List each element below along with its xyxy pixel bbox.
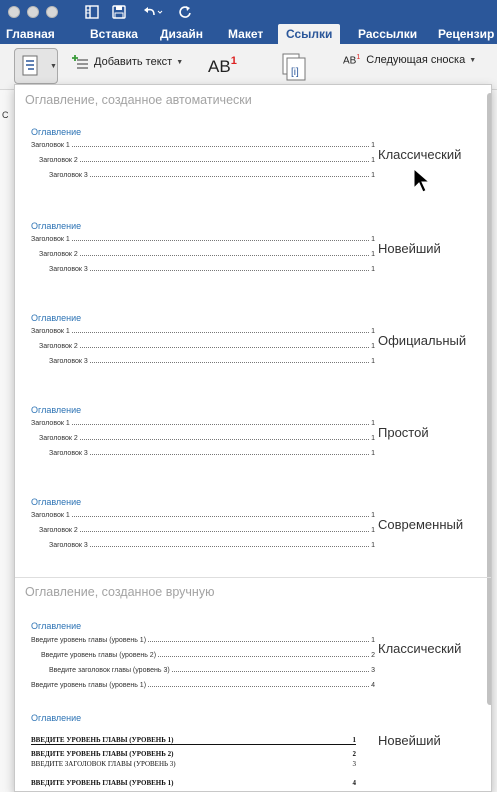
add-text-icon: [72, 54, 90, 70]
toc-style-name: Новейший: [378, 241, 441, 256]
toc-style-name: Простой: [378, 425, 429, 440]
tab-design[interactable]: Дизайн: [160, 27, 204, 41]
endnote-icon: [281, 52, 311, 82]
tab-review[interactable]: Рецензир: [438, 27, 495, 41]
toc-preview-line: Введите уровень главы (уровень 2) 2: [41, 652, 375, 659]
table-of-contents-icon: [22, 55, 40, 77]
footnote-superscript: 1: [230, 55, 237, 67]
toc-preview-line: Заголовок 1 1: [31, 512, 375, 519]
toc-style-name: Классический: [378, 147, 462, 162]
next-footnote-icon: [343, 54, 360, 66]
toc-gallery-item-classic[interactable]: [15, 121, 485, 207]
toc-preview-line: ВВЕДИТЕ УРОВЕНЬ ГЛАВЫ (УРОВЕНЬ 1) 4: [31, 779, 356, 787]
auto-toc-section-title: Оглавление, созданное автоматически: [25, 93, 252, 107]
next-footnote-button[interactable]: [343, 54, 476, 66]
ribbon-tabs: [0, 24, 497, 44]
toc-gallery-item-manual-classic[interactable]: [15, 615, 485, 701]
add-text-label: Добавить текст: [94, 56, 173, 68]
toc-preview-line: Заголовок 2 1: [39, 527, 375, 534]
toc-gallery-item-official[interactable]: [15, 307, 485, 393]
toc-preview-line: Заголовок 1 1: [31, 328, 375, 335]
toc-preview-line: Введите заголовок главы (уровень 3) 3: [49, 667, 375, 674]
next-footnote-icon-text: AB: [343, 55, 357, 67]
toc-gallery-item-newest[interactable]: [15, 215, 485, 301]
tab-references[interactable]: Ссылки: [278, 24, 340, 44]
toc-preview-line: Заголовок 3 1: [49, 266, 375, 273]
chevron-down-icon: ▼: [50, 63, 57, 70]
toc-preview-title: Оглавление: [31, 127, 82, 137]
toc-preview-title: Оглавление: [31, 713, 82, 723]
table-of-contents-button[interactable]: [14, 48, 58, 84]
toc-style-name: Современный: [378, 517, 464, 532]
section-divider: [15, 577, 492, 578]
gallery-scrollbar[interactable]: [487, 93, 492, 705]
next-footnote-label: Следующая сноска: [366, 54, 466, 67]
toc-preview-line: Заголовок 2 1: [39, 435, 375, 442]
cut-off-letter: С: [2, 110, 9, 120]
toc-preview-line: Введите уровень главы (уровень 1) 1: [31, 637, 375, 644]
chevron-down-icon: ▼: [469, 56, 477, 64]
add-text-button[interactable]: [72, 54, 183, 70]
manual-toc-section-title: Оглавление, созданное вручную: [25, 585, 215, 599]
title-bar: [0, 0, 497, 24]
next-footnote-icon-sup: 1: [356, 54, 361, 61]
toc-gallery-item-modern[interactable]: [15, 491, 485, 577]
toc-preview-line: Заголовок 3 1: [49, 542, 375, 549]
toc-preview-line: Заголовок 1 1: [31, 236, 375, 243]
toc-gallery-item-simple[interactable]: [15, 399, 485, 485]
layout-icon[interactable]: [84, 4, 100, 20]
insert-footnote-button[interactable]: [208, 57, 237, 77]
toc-preview-line: Заголовок 2 1: [39, 343, 375, 350]
close-window-button[interactable]: [8, 6, 20, 18]
toc-preview-line: ВВЕДИТЕ УРОВЕНЬ ГЛАВЫ (УРОВЕНЬ 1) 1: [31, 736, 356, 744]
tab-insert[interactable]: Вставка: [90, 27, 138, 41]
toc-preview-line: ВВЕДИТЕ УРОВЕНЬ ГЛАВЫ (УРОВЕНЬ 2) 2: [31, 750, 356, 758]
chevron-down-icon: ▼: [176, 58, 184, 66]
toc-preview-line: Заголовок 2 1: [39, 157, 375, 164]
footnote-label: AB: [208, 57, 231, 76]
toc-preview-line: Заголовок 3 1: [49, 450, 375, 457]
toc-preview-title: Оглавление: [31, 621, 82, 631]
insert-endnote-button[interactable]: [281, 52, 311, 82]
undo-icon[interactable]: [140, 4, 164, 20]
document-left-edge: [0, 90, 14, 792]
toc-preview-line: Заголовок 1 1: [31, 142, 375, 149]
tab-mailings[interactable]: Рассылки: [358, 27, 418, 41]
tab-layout[interactable]: Макет: [228, 27, 264, 41]
toc-preview-line: Заголовок 3 1: [49, 358, 375, 365]
toc-style-name: Новейший: [378, 733, 441, 748]
toc-preview-line: Введите уровень главы (уровень 1) 4: [31, 682, 375, 689]
save-icon[interactable]: [111, 4, 127, 20]
minimize-window-button[interactable]: [27, 6, 39, 18]
toc-preview-line: Заголовок 2 1: [39, 251, 375, 258]
toc-style-name: Классический: [378, 641, 462, 656]
toc-preview-title: Оглавление: [31, 313, 82, 323]
mouse-pointer-icon: [413, 168, 431, 194]
toc-preview-line: Заголовок 1 1: [31, 420, 375, 427]
toc-preview-title: Оглавление: [31, 405, 82, 415]
endnote-glyph: [i]: [291, 67, 299, 78]
redo-icon[interactable]: [177, 4, 193, 20]
toc-preview-title: Оглавление: [31, 221, 82, 231]
tab-home[interactable]: Главная: [6, 27, 55, 41]
toc-style-name: Официальный: [378, 333, 467, 348]
toc-preview-title: Оглавление: [31, 497, 82, 507]
toc-gallery-item-manual-newest[interactable]: [15, 707, 485, 792]
toc-preview-line: ВВЕДИТЕ ЗАГОЛОВОК ГЛАВЫ (УРОВЕНЬ 3) 3: [31, 760, 356, 768]
toc-preview-line: Заголовок 3 1: [49, 172, 375, 179]
zoom-window-button[interactable]: [46, 6, 58, 18]
